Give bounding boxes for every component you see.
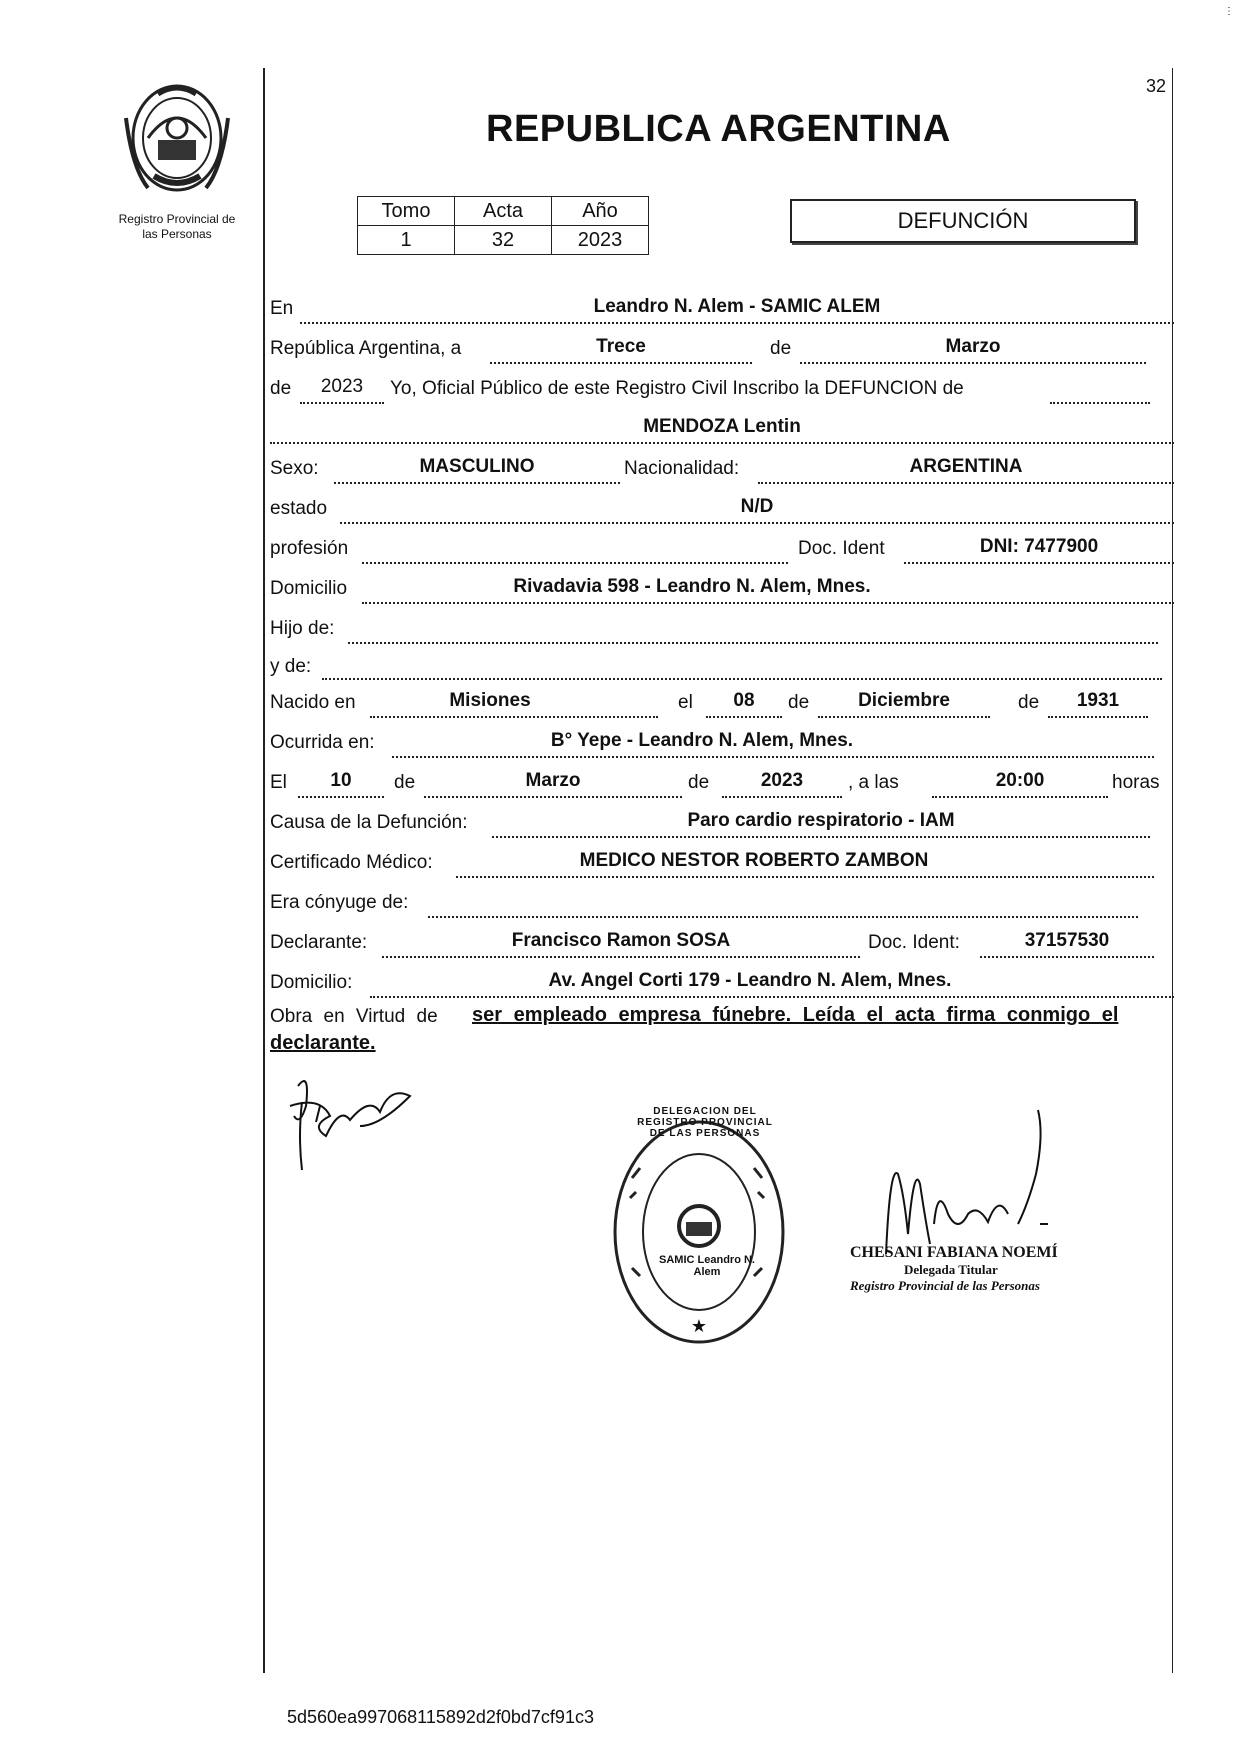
ocurrida-line	[392, 756, 1154, 758]
document-type: DEFUNCIÓN	[897, 208, 1029, 233]
nac-anio-line	[1048, 716, 1148, 718]
declarante-value: Francisco Ramon SOSA	[511, 930, 731, 951]
def-anio-line	[722, 796, 842, 798]
conyuge-label: Era cónyuge de:	[270, 892, 409, 913]
horas-label: horas	[1112, 772, 1160, 793]
nac-dia-value: 08	[733, 690, 755, 711]
nac-mes-line	[818, 716, 990, 718]
official-role: Delegada Titular	[904, 1262, 998, 1277]
seal-outer-text: DELEGACION DEL REGISTRO PROVINCIAL DE LAS PERSONAS	[637, 1106, 773, 1139]
nacionalidad-line	[758, 482, 1174, 484]
declarante-line	[382, 956, 860, 958]
ref-header-anio: Año	[552, 197, 649, 226]
estado-value: N/D	[740, 496, 774, 517]
month-line	[800, 362, 1146, 364]
def-mes-line	[424, 796, 682, 798]
certificado-label: Certificado Médico:	[270, 852, 433, 873]
nacido-value: Misiones	[449, 690, 531, 711]
republica-label: República Argentina, a	[270, 338, 462, 359]
ref-value-acta: 32	[455, 226, 552, 255]
day-value: Trece	[596, 336, 646, 357]
obra-value-line2: declarante.	[270, 1032, 376, 1054]
official-name: CHESANI FABIANA NOEMÍ	[850, 1244, 1058, 1261]
domicilio-line	[362, 602, 1174, 604]
province-logo	[118, 78, 236, 196]
doc-ident-value: DNI: 7477900	[979, 536, 1099, 557]
declarant-signature	[280, 1066, 420, 1181]
en-line	[300, 322, 1174, 324]
yde-label: y de:	[270, 656, 312, 677]
doc-ident-label: Doc. Ident	[798, 538, 885, 559]
estado-label: estado	[270, 498, 328, 519]
de-label: de	[770, 338, 792, 359]
a-las-label: , a las	[848, 772, 899, 793]
month-value: Marzo	[945, 336, 1001, 357]
registry-label	[92, 212, 262, 242]
official-stamp	[850, 1244, 1090, 1294]
ref-header-tomo: Tomo	[358, 197, 455, 226]
causa-value: Paro cardio respiratorio - IAM	[687, 810, 955, 831]
sexo-line	[334, 482, 620, 484]
registry-label-line2: las Personas	[142, 227, 212, 241]
def-mes-value: Marzo	[525, 770, 581, 791]
certificado-value: MEDICO NESTOR ROBERTO ZAMBON	[579, 850, 929, 871]
en-label: En	[270, 298, 294, 319]
nacido-label: Nacido en	[270, 692, 356, 713]
domicilio2-line	[370, 996, 1174, 998]
de-label-3: de	[788, 692, 810, 713]
domicilio2-value: Av. Angel Corti 179 - Leandro N. Alem, Mnes.	[548, 970, 952, 991]
profesion-line	[362, 562, 788, 564]
name-line	[270, 442, 1174, 444]
causa-label: Causa de la Defunción:	[270, 812, 468, 833]
yde-line	[322, 678, 1162, 680]
de-label-5: de	[394, 772, 416, 793]
obra-label: Obra en Virtud de	[270, 1006, 438, 1027]
sexo-value: MASCULINO	[419, 456, 535, 477]
causa-line	[492, 836, 1150, 838]
certificado-line	[456, 876, 1154, 878]
de-label-2: de	[270, 378, 292, 399]
inscribo-text: Yo, Oficial Público de este Registro Civil Inscribo la DEFUNCION de	[390, 378, 964, 399]
ref-value-anio: 2023	[552, 226, 649, 255]
corner-mark: ⋮	[1224, 6, 1234, 17]
de-label-6: de	[688, 772, 710, 793]
official-office: Registro Provincial de las Personas	[850, 1278, 1040, 1293]
footer-hash: 5d560ea997068115892d2f0bd7cf91c3	[287, 1707, 594, 1727]
de-label-4: de	[1018, 692, 1040, 713]
left-margin-line	[263, 68, 265, 1673]
doc-ident2-label: Doc. Ident:	[868, 932, 960, 953]
year-line	[300, 402, 384, 404]
hijo-label: Hijo de:	[270, 618, 335, 639]
hora-line	[932, 796, 1108, 798]
domicilio-value: Rivadavia 598 - Leandro N. Alem, Mnes.	[513, 576, 871, 597]
nacido-line	[370, 716, 658, 718]
nacionalidad-value: ARGENTINA	[909, 456, 1023, 477]
ocurrida-value: B° Yepe - Leandro N. Alem, Mnes.	[550, 730, 854, 751]
el-label-2: El	[270, 772, 287, 793]
nac-dia-line	[706, 716, 782, 718]
conyuge-line	[428, 916, 1138, 918]
estado-line	[340, 522, 1174, 524]
seal-inner-text: SAMIC Leandro N. Alem	[659, 1254, 755, 1278]
day-line	[490, 362, 752, 364]
def-dia-value: 10	[330, 770, 352, 791]
domicilio2-label: Domicilio:	[270, 972, 353, 993]
domicilio-label: Domicilio	[270, 578, 348, 599]
ocurrida-label: Ocurrida en:	[270, 732, 375, 753]
document-type-box	[790, 199, 1136, 243]
place-value: Leandro N. Alem - SAMIC ALEM	[593, 296, 881, 317]
ref-header-acta: Acta	[455, 197, 552, 226]
page-number: 32	[1146, 76, 1167, 96]
inscribo-line	[1050, 402, 1150, 404]
year-value: 2023	[320, 376, 364, 397]
doc-ident-line	[904, 562, 1174, 564]
registry-label-line1: Registro Provincial de	[118, 212, 236, 226]
def-dia-line	[298, 796, 384, 798]
deceased-name: MENDOZA Lentin	[643, 416, 801, 437]
declarante-label: Declarante:	[270, 932, 368, 953]
nacionalidad-label: Nacionalidad:	[624, 458, 740, 479]
hijo-line	[348, 642, 1158, 644]
registry-seal	[612, 1118, 786, 1351]
page-title: REPUBLICA ARGENTINA	[486, 108, 951, 150]
sexo-label: Sexo:	[270, 458, 319, 479]
el-label: el	[678, 692, 693, 713]
nac-anio-value: 1931	[1076, 690, 1120, 711]
ref-value-tomo: 1	[358, 226, 455, 255]
nac-mes-value: Diciembre	[858, 690, 950, 711]
def-anio-value: 2023	[760, 770, 804, 791]
seal-star: ★	[690, 1316, 708, 1336]
doc-ident2-value: 37157530	[1024, 930, 1110, 951]
profesion-label: profesión	[270, 538, 349, 559]
obra-value-line1: ser empleado empresa fúnebre. Leída el acta firma conmigo el	[472, 1004, 1119, 1026]
reference-table	[357, 196, 649, 255]
doc-ident2-line	[980, 956, 1154, 958]
hora-value: 20:00	[995, 770, 1045, 791]
